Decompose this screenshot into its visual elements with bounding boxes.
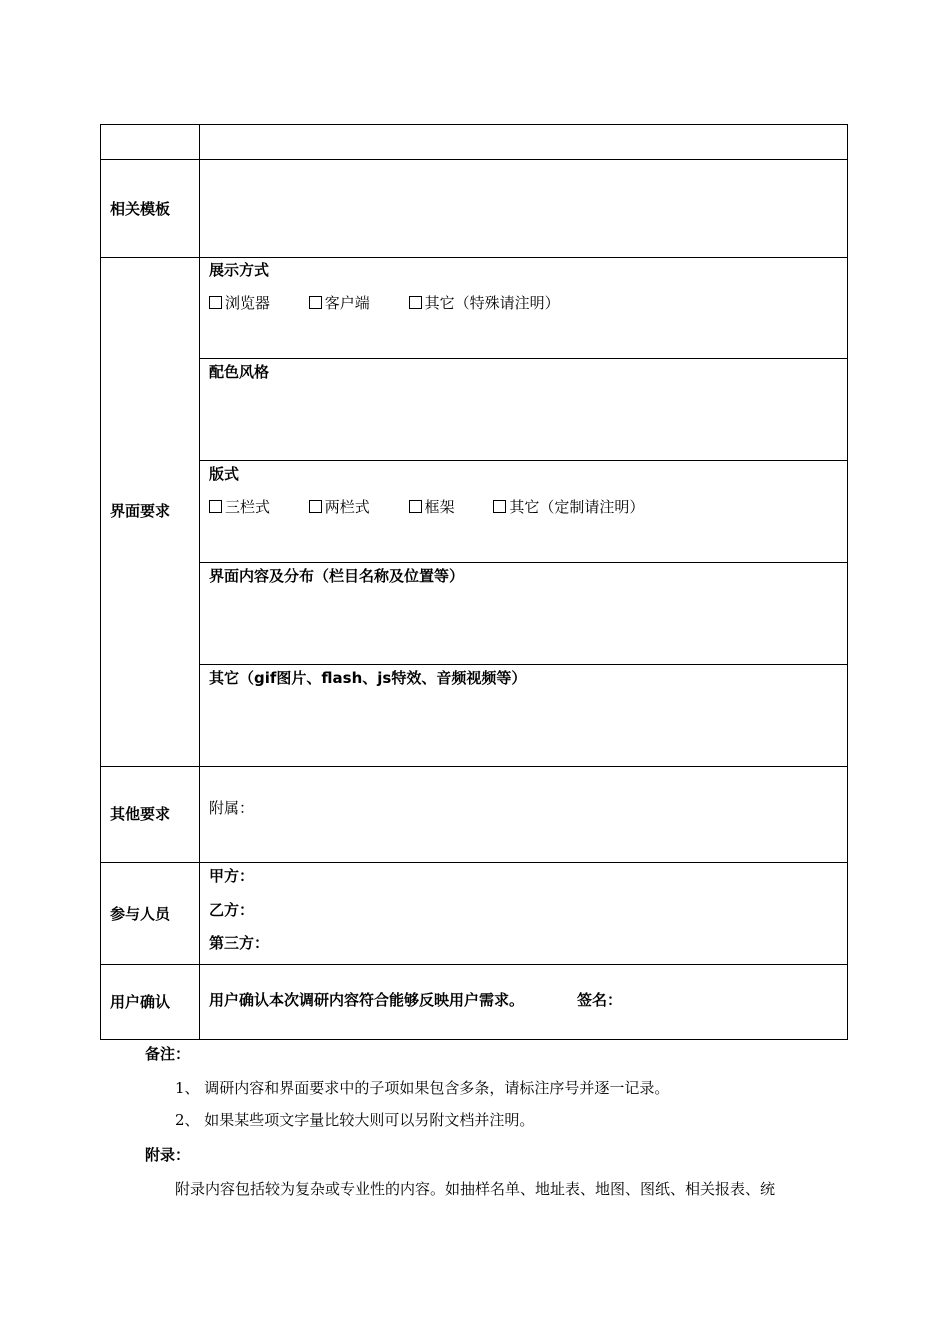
subrow-divider (199, 664, 848, 665)
display-title: 展示方式 (209, 261, 270, 279)
appendix-text: 附录内容包括较为复杂或专业性的内容。如抽样名单、地址表、地图、图纸、相关报表、统 (175, 1180, 776, 1198)
checkbox-icon (209, 500, 222, 513)
checkbox-icon (409, 296, 422, 309)
note-item: 1、 调研内容和界面要求中的子项如果包含多条，请标注序号并逐一记录。 (175, 1079, 670, 1097)
column-divider (199, 124, 200, 1040)
display-options (209, 293, 594, 313)
subrow-divider (199, 562, 848, 563)
subrow-divider (199, 460, 848, 461)
note-item: 2、 如果某些项文字量比较大则可以另附文档并注明。 (175, 1111, 535, 1129)
display-option-other[interactable]: 其它（特殊请注明） (409, 293, 560, 313)
checkbox-icon (493, 500, 506, 513)
layout-options (209, 497, 678, 517)
participants-label: 参与人员 (110, 905, 171, 923)
layout-title: 版式 (209, 465, 240, 483)
template-label: 相关模板 (110, 200, 171, 218)
party-a: 甲方： (209, 867, 255, 885)
display-option-client[interactable]: 客户端 (309, 293, 370, 313)
layout-option-two-col[interactable]: 两栏式 (309, 497, 370, 517)
row-divider (100, 257, 848, 258)
confirm-label: 用户确认 (110, 993, 171, 1011)
ui-label: 界面要求 (110, 502, 171, 520)
signature-label: 签名： (577, 991, 623, 1009)
checkbox-icon (309, 296, 322, 309)
row-divider (100, 964, 848, 965)
confirm-text: 用户确认本次调研内容符合能够反映用户需求。 (209, 991, 525, 1009)
row-divider (100, 862, 848, 863)
checkbox-icon (209, 296, 222, 309)
party-c: 第三方： (209, 934, 270, 952)
party-b: 乙方： (209, 901, 255, 919)
layout-option-other[interactable]: 其它（定制请注明） (493, 497, 644, 517)
other-media-title: 其它（gif图片、flash、js特效、音频视频等） (209, 669, 527, 687)
color-title: 配色风格 (209, 363, 270, 381)
row-divider (100, 159, 848, 160)
appendix-title: 附录： (145, 1146, 191, 1164)
layout-option-frame[interactable]: 框架 (409, 497, 455, 517)
content-title: 界面内容及分布（栏目名称及位置等） (209, 567, 465, 585)
display-option-browser[interactable]: 浏览器 (209, 293, 270, 313)
checkbox-icon (409, 500, 422, 513)
notes-title: 备注： (145, 1045, 191, 1063)
subrow-divider (199, 358, 848, 359)
attach-text: 附属： (209, 799, 255, 817)
checkbox-icon (309, 500, 322, 513)
other-label: 其他要求 (110, 805, 171, 823)
row-divider (100, 766, 848, 767)
layout-option-three-col[interactable]: 三栏式 (209, 497, 270, 517)
